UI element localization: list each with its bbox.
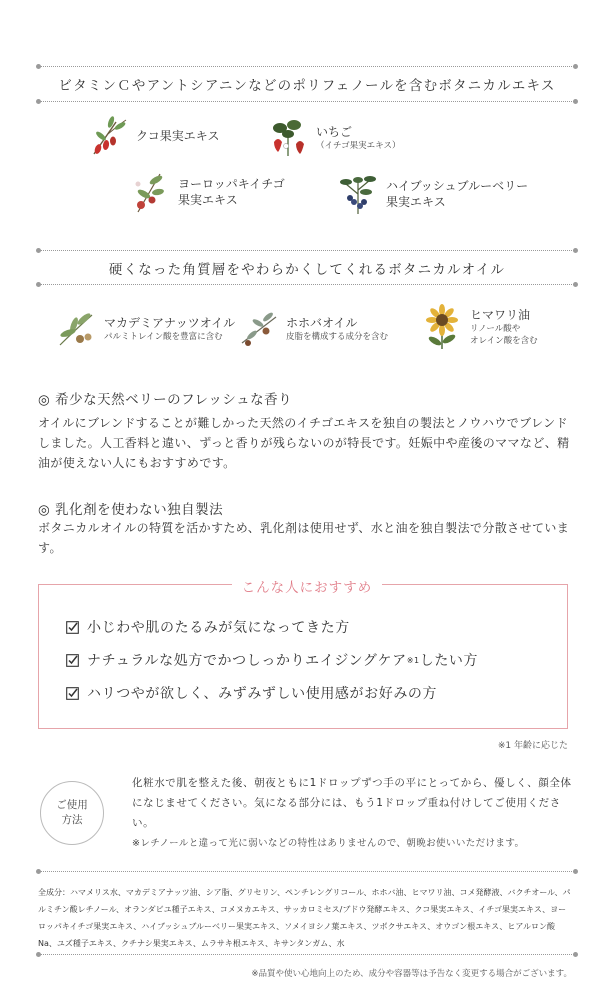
ingredient-macadamia — [54, 307, 235, 351]
sunflower-icon — [420, 303, 464, 351]
divider — [38, 871, 576, 872]
recommend-item: ナチュラルな処方でかつしっかりエイジングケア ※1 したい方 — [66, 650, 478, 670]
ingredient-sublabel: リノール酸や — [470, 324, 521, 334]
ingredient-label: ハイブッシュブルーベリー — [386, 179, 529, 193]
ingredient-label: ヒマワリ油 — [470, 308, 531, 322]
ingredient-goji — [86, 114, 220, 158]
recommend-note: ※1 年齢に応じた — [497, 741, 568, 751]
ingredient-raspberry — [128, 170, 285, 214]
ingredient-sunflower — [420, 303, 538, 351]
feature-heading: ◎ 乳化剤を使わない独自製法 — [38, 502, 224, 518]
ingredient-label: ヨーロッパキイチゴ — [178, 177, 285, 191]
raspberry-icon — [128, 170, 172, 214]
ingredient-label: ホホバオイル — [286, 316, 358, 330]
ingredient-text — [316, 124, 401, 152]
ingredient-label: クコ果実エキス — [136, 129, 220, 143]
goji-berry-icon — [86, 114, 130, 158]
divider — [38, 66, 576, 67]
divider — [38, 954, 576, 955]
feature-body: ボタニカルオイルの特質を活かすため、乳化剤は使用せず、水と油を独自製法で分散させています。 — [38, 521, 570, 555]
divider — [38, 250, 576, 251]
ingredient-label: いちご — [316, 125, 353, 139]
footnote-marker: ※1 — [406, 655, 420, 665]
ingredient-jojoba — [236, 307, 388, 351]
recommend-item: 小じわや肌のたるみが気になってきた方 — [66, 617, 350, 637]
ingredient-strawberry — [266, 116, 401, 160]
footnote: ※品質や使い心地向上のため、成分や容器等は予告なく変更する場合がございます。 — [251, 969, 572, 979]
howto-note: ※レチノールと違って光に弱いなどの特性はありませんので、朝晩お使いいただけます。 — [132, 838, 525, 849]
ingredient-text — [286, 315, 388, 343]
divider — [38, 101, 576, 102]
blueberry-icon — [336, 172, 380, 216]
divider — [38, 284, 576, 285]
checkbox-checked-icon — [66, 654, 79, 667]
ingredient-text — [178, 176, 285, 208]
jojoba-icon — [236, 307, 280, 351]
ingredient-label: 果実エキス — [386, 195, 446, 209]
recommend-item: ハリつやが欲しく、みずみずしい使用感がお好みの方 — [66, 683, 437, 703]
ingredient-text — [386, 178, 528, 210]
ingredient-text — [104, 315, 235, 343]
macadamia-nut-icon — [54, 307, 98, 351]
feature-heading: ◎ 希少な天然ベリーのフレッシュな香り — [38, 392, 293, 408]
ingredient-sublabel: 皮脂を構成する成分を含む — [286, 332, 389, 342]
howto-badge: ご使用 方法 — [40, 781, 104, 845]
ingredients-list: 全成分：ハマメリス水、マカデミアナッツ油、シア脂、グリセリン、ペンチレングリコール、ホホバ油、ヒマワリ油、コメ発酵液、バクチオール、パルミチン酸レチノール、オランダビユ種子エキス、コメヌカエキス、サッカロミセス/ブドウ発酵エキス、クコ果実エキス、イチゴ果実エキス、ヨーロッパキイチゴ果実エキス、ハイブッシュブルーベリー果実エキス、ソメイヨシノ葉エキス、ツボクサエキス、オウゴン根エキス、ヒアルロン酸Na、ユズ種子エキス、クチナシ果実エキス、ムラサキ根エキス、キサンタンガム、水 — [38, 888, 571, 948]
checkbox-checked-icon — [66, 621, 79, 634]
ingredient-sublabel: （イチゴ果実エキス） — [316, 141, 401, 151]
feature-body: オイルにブレンドすることが難しかった天然のイチゴエキスを独自の製法とノウハウでブレンドしました。人工香料と違い、ずっと香りが残らないのが特長です。妊娠中や産後のママなど、精油が使えない人にもおすすめです。 — [38, 416, 570, 470]
ingredient-text — [470, 307, 538, 347]
recommend-title: こんな人におすすめ — [0, 576, 614, 596]
checkbox-checked-icon — [66, 687, 79, 700]
section-title: ビタミンＣやアントシアニンなどのポリフェノールを含むボタニカルエキス — [58, 78, 556, 94]
ingredient-blueberry — [336, 172, 528, 216]
ingredient-sublabel: オレイン酸を含む — [470, 336, 538, 346]
section-title: 硬くなった角質層をやわらかくしてくれるボタニカルオイル — [108, 262, 506, 278]
ingredient-sublabel: パルミトレイン酸を豊富に含む — [104, 332, 223, 342]
howto-text: 化粧水で肌を整えた後、朝夜ともに1ドロップずつ手の平にとってから、優しく、顔全体になじませてください。気になる部分には、もう1ドロップ重ね付けしてご使用ください。 — [132, 777, 572, 829]
ingredient-label: マカデミアナッツオイル — [104, 316, 236, 330]
strawberry-icon — [266, 116, 310, 160]
ingredient-label: 果実エキス — [178, 193, 238, 207]
